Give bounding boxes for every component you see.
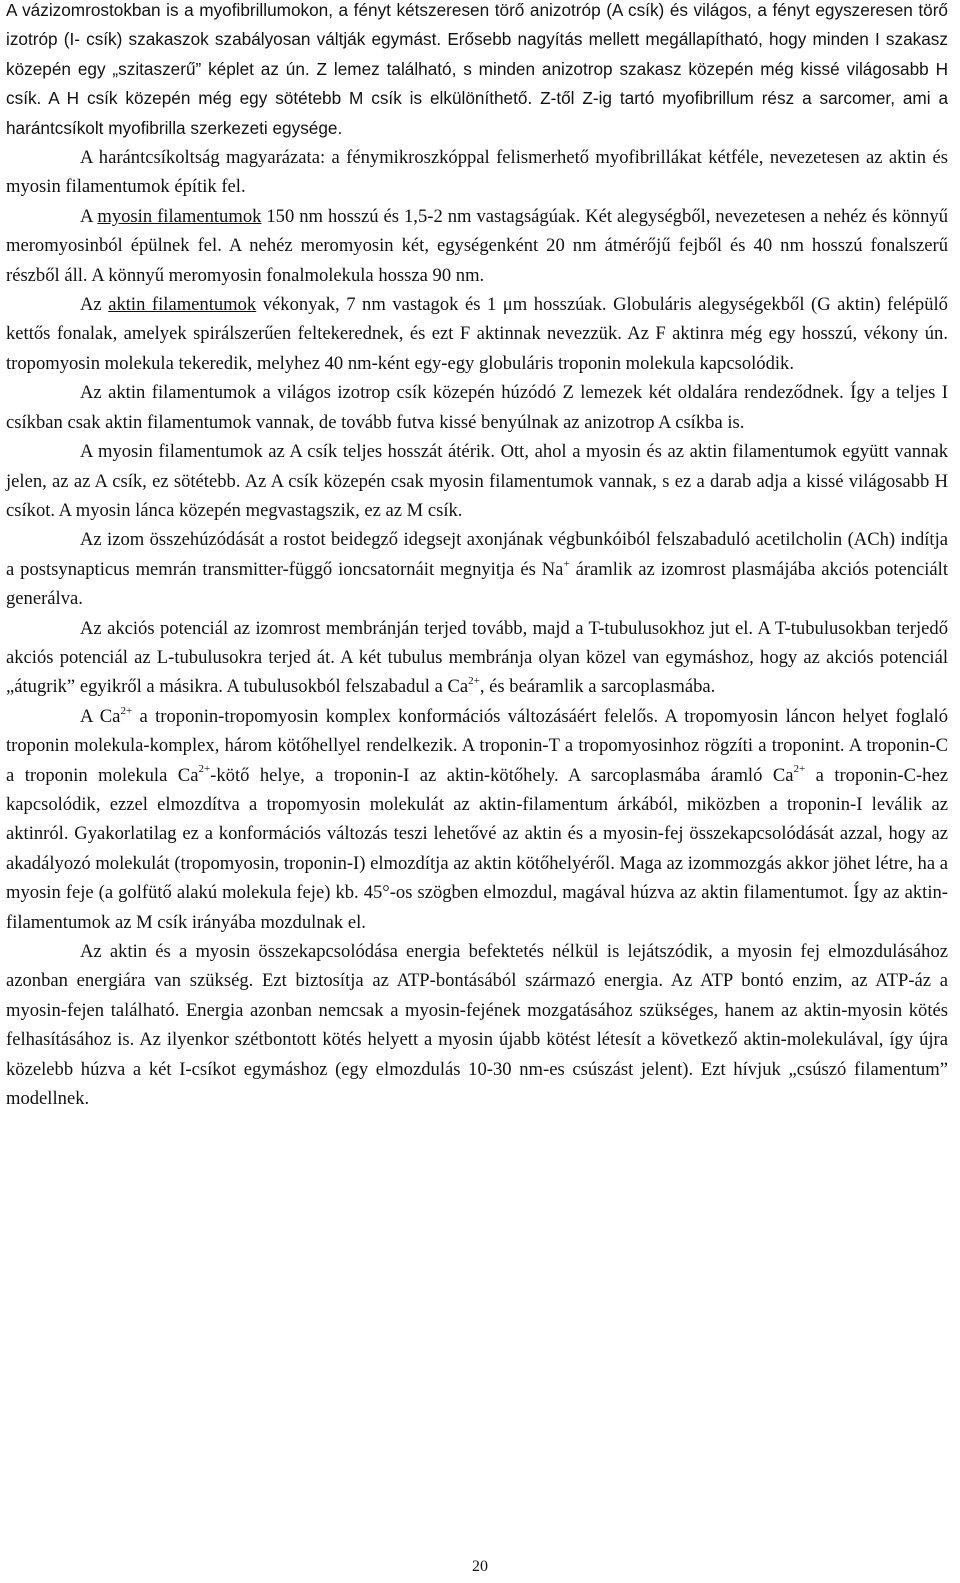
paragraph-actin-arrangement: Az aktin filamentumok a világos izotrop csík közepén húzódó Z lemezek két oldalára rendeződnek. Így a teljes I csíkban csak aktin filamentumok vannak, de tovább futva kissé benyúlnak az anizotrop A csíkba is.: [6, 382, 948, 433]
paragraph-action-potential: Az akciós potenciál az izomrost membránján terjed tovább, majd a T-tubulusokhoz jut el. A T-tubulusokban terjedő akciós potenciál az L-tubulusokra terjed át. A két tubulus membránja olyan közel van egymáshoz, hogy az akciós potenciál „átugrik” egyikről a másikra. A tubulusokból felszabadul a $Ca^{2+}$, és beáramlik a sarcoplasmába.: [6, 617, 948, 698]
body-text: [6, 0, 948, 1113]
page-number: 20: [472, 1558, 488, 1575]
paragraph-calcium-troponin: A $Ca^{2+}$ a troponin-tropomyosin komplex konformációs változásáért felelős. A tropomyosin láncon helyet foglaló troponin molekula-komplex, három kötőhellyel rendelkezik. A troponin-T a tropomyosinhoz rögzíti a troponint. A troponin-C a troponin molekula $Ca^{2+}$-kötő helye, a troponin-I az aktin-kötőhely. A sarcoplasmába áramló $Ca^{2+}$ a troponin-C-hez kapcsolódik, ezzel elmozdítva a tropomyosin molekulát az aktin-filamentum árkából, miközben a troponin-I leválik az aktinról. Gyakorlatilag ez a konformációs változás teszi lehetővé az aktin és a myosin-fej összekapcsolódását azzal, hogy az akadályozó molekulát (tropomyosin, troponin-I) elmozdítja az aktin kötőhelyéről. Maga az izommozgás akkor jöhet létre, ha a myosin feje (a golfütő alakú molekula feje) kb. 45°-os szögben elmozdul, magával húzva az aktin filamentumot. Így az aktin-filamentumok az M csík irányába mozdulnak el.: [6, 704, 948, 933]
paragraph-actin-filaments: Az aktin filamentumok vékonyak, 7 nm vastagok és 1 μm hosszúak. Globuláris alegységekből (G aktin) felépülő kettős fonalak, amelyek spirálszerűen feltekerednek, és ezt F aktinnak nevezzük. Az F aktinra még egy hosszú, vékony ún. tropomyosin molekula tekeredik, melyhez 40 nm-ként egy-egy globuláris troponin molekula kapcsolódik.: [6, 294, 948, 374]
actin-filaments-term: aktin filamentumok: [108, 294, 257, 316]
paragraph-sarcomer: A vázizomrostokban is a myofibrillumokon, a fényt kétszeresen törő anizotróp (A csík) és világos, a fényt egyszeresen törő izotróp (I- csík) szakaszok szabályosan váltják egymást. Erősebb nagyítás mellett megállapítható, hogy minden I szakasz közepén egy „szitaszerű” képlet az ún. Z lemez található, s minden anizotrop szakasz közepén még kissé világosabb H csík. A H csík közepén még egy sötétebb M csík is elkülöníthető. Z-től Z-ig tartó myofibrillum rész a sarcomer, ami a harántcsíkolt myofibrilla szerkezeti egysége.: [6, 0, 948, 138]
paragraph-sliding-filament: Az aktin és a myosin összekapcsolódása energia befektetés nélkül is lejátszódik, a myosin fej elmozdulásához azonban energiára van szükség. Ezt biztosítja az ATP-bontásából származó energia. Az ATP bontó enzim, az ATP-áz a myosin-fejen található. Energia azonban nemcsak a myosin-fejének mozgatásához szükséges, hanem az aktin-myosin kötés felhasításához is. Az ilyenkor szétbontott kötés helyett a myosin újabb kötést létesít a következő aktin-molekulával, így újra közelebb húzva a két I-csíkot egymáshoz (egy elmozdulás 10-30 nm-es csúszást jelent). Ezt hívjuk „csúszó filamentum” modellnek.: [6, 941, 948, 1110]
paragraph-cross-striation: A harántcsíkoltság magyarázata: a fénymikroszkóppal felismerhető myofibrillákat kétféle, nevezetesen az aktin és myosin filamentumok építik fel.: [6, 147, 948, 198]
myosin-filaments-term: myosin filamentumok: [97, 205, 262, 227]
paragraph-myosin-arrangement: A myosin filamentumok az A csík teljes hosszát átérik. Ott, ahol a myosin és az aktin filamentumok együtt vannak jelen, az az A csík, ez sötétebb. Az A csík közepén csak myosin filamentumok vannak, s ez a darab adja a kissé világosabb H csíkot. A myosin lánca közepén megvastagszik, ez az M csík.: [6, 441, 948, 521]
paragraph-myosin-filaments: A myosin filamentumok 150 nm hosszú és 1,5-2 nm vastagságúak. Két alegységből, nevezetesen a nehéz és könnyű meromyosinból épülnek fel. A nehéz meromyosin két, egységenként 20 nm átmérőjű fejből és 40 nm hosszú fonalszerű részből áll. A könnyű meromyosin fonalmolekula hossza 90 nm.: [6, 205, 948, 286]
paragraph-contraction-start: Az izom összehúzódását a rostot beidegző idegsejt axonjának végbunkóiból felszabaduló acetilcholin (ACh) indítja a postsynapticus memrán transmitter-függő ioncsatornáit megnyitja és Na+ áramlik az izomrost plasmájába akciós potenciált generálva.: [6, 529, 948, 610]
